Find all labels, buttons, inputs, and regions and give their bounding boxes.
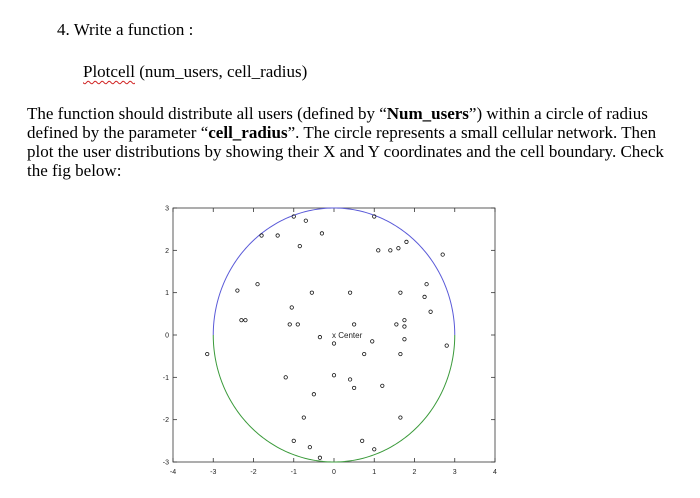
user-point [397,247,400,250]
user-point [403,318,406,321]
user-point [244,318,247,321]
x-tick-label: 1 [372,469,377,476]
user-point [399,352,402,355]
user-distribution-figure [150,200,510,480]
user-point [362,352,365,355]
user-point [284,376,287,379]
user-point [332,342,335,345]
user-point [445,344,448,347]
user-point [320,232,323,235]
user-point [352,386,355,389]
user-point [381,384,384,387]
user-points [206,215,449,460]
y-tick-label: 0 [165,332,169,340]
user-point [348,378,351,381]
user-point [296,323,299,326]
user-point [206,352,209,355]
question-title: 4. Write a function : [57,20,194,39]
user-point [352,323,355,326]
user-point [288,323,291,326]
cell-boundary-upper [213,208,455,335]
user-point [425,283,428,286]
x-tick-label: 3 [452,469,457,476]
user-point [348,291,351,294]
cell-boundary-lower [213,335,455,462]
user-point [360,439,363,442]
user-point [429,310,432,313]
function-signature [83,62,307,82]
y-tick-label: 3 [165,205,169,213]
function-name: Plotcell [83,62,135,81]
x-tick-label: 2 [412,469,417,476]
user-point [318,335,321,338]
user-point [399,416,402,419]
y-tick-label: -1 [162,374,169,382]
y-tick-label: -2 [162,417,169,425]
user-point [403,338,406,341]
user-point [395,323,398,326]
user-point [399,291,402,294]
x-tick-label: -4 [169,469,177,476]
user-point [308,445,311,448]
user-point [312,393,315,396]
user-point [260,234,263,237]
y-tick-label: -3 [162,459,169,467]
user-point [292,439,295,442]
user-point [403,325,406,328]
x-tick-label: 4 [493,469,497,476]
x-tick-label: -3 [210,469,217,476]
x-tick-label: -2 [250,469,257,476]
user-point [298,244,301,247]
user-point [290,306,293,309]
user-point [304,219,307,222]
y-tick-label: 1 [165,290,169,298]
description-text-2: ”) within a circle of radius defined by the parameter “ [27,104,648,142]
user-point [310,291,313,294]
user-point [302,416,305,419]
user-point [389,249,392,252]
user-point [276,234,279,237]
user-point [377,249,380,252]
user-point [256,283,259,286]
user-point [236,289,239,292]
function-args: (num_users, cell_radius) [134,62,308,81]
user-point [318,456,321,459]
y-tick-label: 2 [165,247,169,255]
user-point [373,448,376,451]
param-num-users: Num_users [386,104,469,123]
user-point [371,340,374,343]
user-point [441,253,444,256]
user-point [405,240,408,243]
user-point [332,374,335,377]
problem-description [27,104,677,180]
description-text-1: The function should distribute all users (defined by “ [27,104,387,123]
x-tick-label: 0 [332,469,336,476]
description-text-3: ”. The circle represents a small cellular network. Then plot the user distributions by showing their X and Y coordinates and the cell boundary. Check the fig below: [27,123,664,180]
param-cell-radius: cell_radius [208,123,288,142]
center-label: x Center [332,331,363,340]
x-tick-label: -1 [290,469,297,476]
user-point [240,318,243,321]
user-point [423,295,426,298]
